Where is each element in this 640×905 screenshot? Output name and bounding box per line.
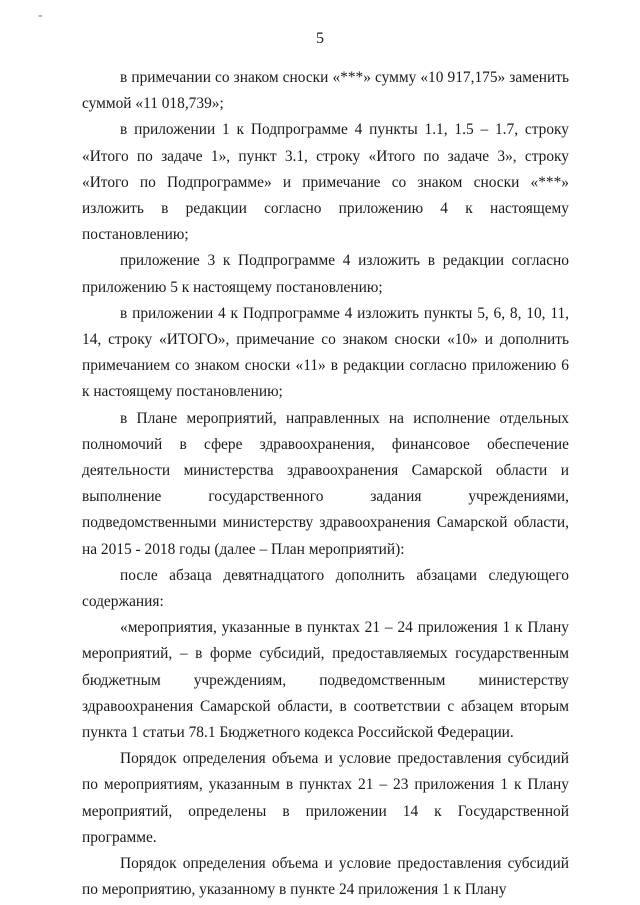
- paragraph: Порядок определения объема и условие предоставления субсидий по мероприятию, указанному в пункте 24 приложения 1 к Плану: [82, 855, 569, 899]
- page-number: 5: [316, 30, 324, 47]
- paragraph: Порядок определения объема и условие предоставления субсидий по мероприятиям, указанным в пунктах 21 – 23 приложения 1 к Плану мероприятий, определены в приложении 14 к Государственной программе.: [82, 750, 569, 846]
- paragraph: «мероприятия, указанные в пунктах 21 – 24 приложения 1 к Плану мероприятий, – в форме субсидий, предоставляемых государственным бюджетным учреждениям, подведомственным министерству здравоохранения Самарской области, в соответствии с абзацем вторым пункта 1 статьи 78.1 Бюджетного кодекса Российской Федерации.: [82, 619, 569, 742]
- paragraph: в приложении 1 к Подпрограмме 4 пункты 1.1, 1.5 – 1.7, строку «Итого по задаче 1», пункт 3.1, строку «Итого по задаче 3», строку «Итого по Подпрограмме» и примечание со знаком сноски «***» изложить в редакции согласно приложению 4 к настоящему постановлению;: [82, 121, 569, 244]
- paragraph: после абзаца девятнадцатого дополнить абзацами следующего содержания:: [82, 566, 569, 611]
- document-body: [82, 65, 569, 904]
- scan-mark: -: [38, 8, 43, 23]
- paragraph: приложение 3 к Подпрограмме 4 изложить в редакции согласно приложению 5 к настоящему постановлению;: [82, 252, 569, 296]
- paragraph: в приложении 4 к Подпрограмме 4 изложить пункты 5, 6, 8, 10, 11, 14, строку «ИТОГО», примечание со знаком сноски «10» и дополнить примечанием со знаком сноски «11» в редакции согласно приложению 6 к настоящему постановлению;: [82, 304, 569, 401]
- paragraph: в примечании со знаком сноски «***» сумму «10 917,175» заменить суммой «11 018,739»;: [82, 69, 569, 113]
- paragraph: в Плане мероприятий, направленных на исполнение отдельных полномочий в сфере здравоохранения, финансовое обеспечение деятельности министерства здравоохранения Самарской области и выполнение государственного задания учреждениями, подведомственными министерству здравоохранения Самарской области, на 2015 - 2018 годы (далее – План мероприятий):: [82, 409, 569, 558]
